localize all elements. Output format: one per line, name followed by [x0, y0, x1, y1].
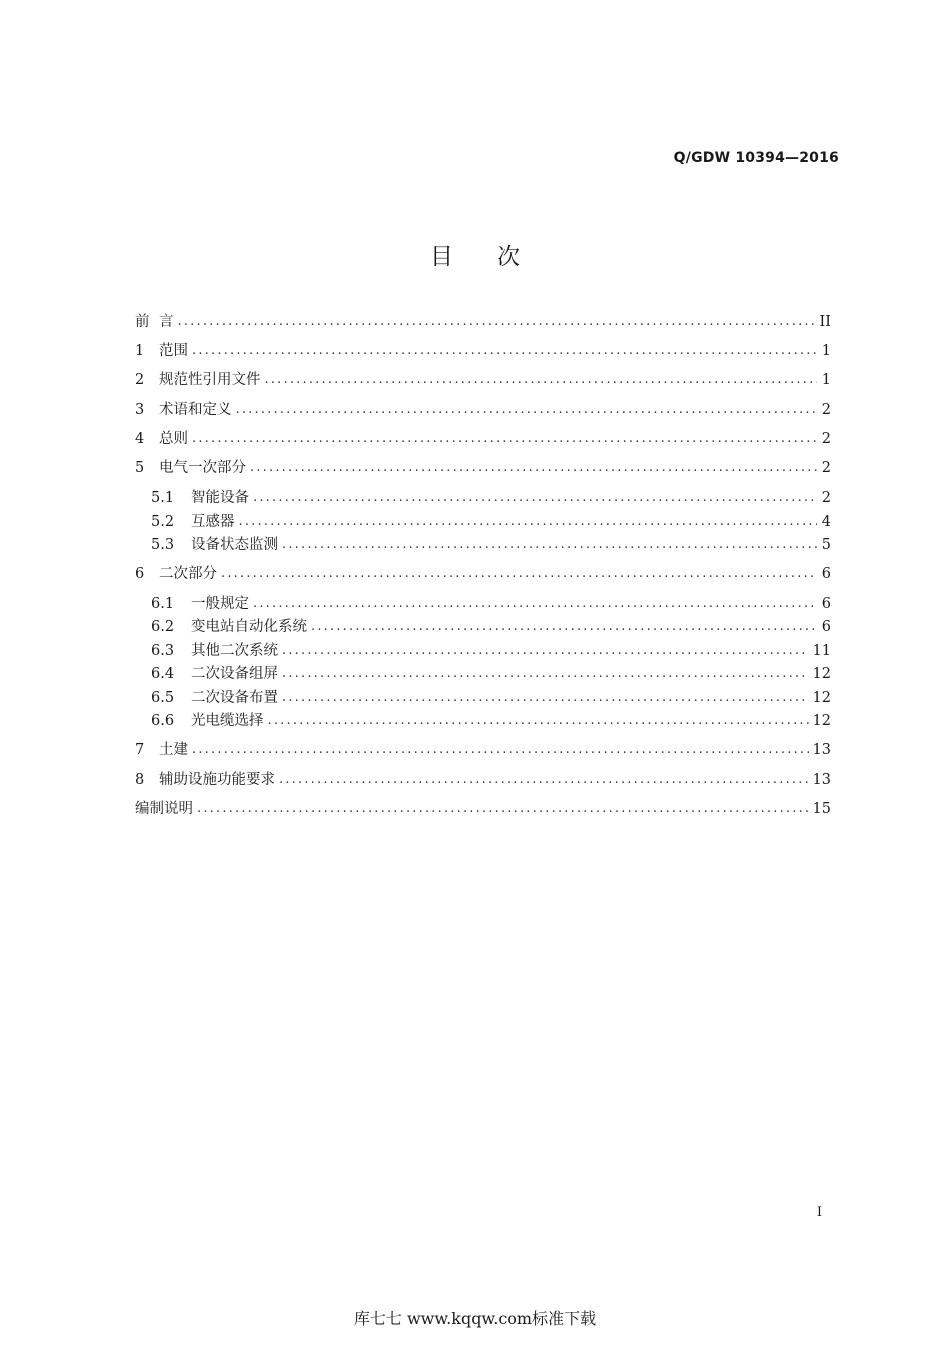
- dot-leader: [192, 738, 809, 762]
- toc-entry-label: 电气一次部分: [159, 460, 246, 476]
- toc-entry-number: 6.4: [151, 666, 175, 682]
- toc-entry-page: 6: [821, 596, 831, 612]
- toc-entry-6-2[interactable]: [151, 615, 831, 639]
- dot-leader: [239, 510, 818, 534]
- toc-entry-1[interactable]: [135, 339, 831, 363]
- toc-entry-label: 术语和定义: [159, 402, 232, 418]
- toc-entry-label: 一般规定: [191, 596, 249, 612]
- toc-entry-5[interactable]: [135, 456, 831, 480]
- toc-entry-page: 11: [812, 643, 831, 659]
- toc-entry-label: 土建: [159, 742, 188, 758]
- dot-leader: [178, 310, 816, 334]
- toc-entry-label: 其他二次系统: [191, 643, 278, 659]
- dot-leader: [265, 368, 818, 392]
- dot-leader: [282, 662, 809, 686]
- toc-entry-6-1[interactable]: [151, 592, 831, 616]
- dot-leader: [253, 486, 817, 510]
- toc-entry-number: 6.6: [151, 713, 175, 729]
- page-number: I: [816, 1205, 822, 1220]
- toc-entry-8[interactable]: [135, 768, 831, 792]
- toc-entry-label: 光电缆选择: [191, 713, 264, 729]
- toc-entry-page: 13: [812, 772, 831, 788]
- toc-entry-page: 12: [812, 713, 831, 729]
- dot-leader: [221, 562, 817, 586]
- toc-entry-label: 言: [159, 314, 174, 330]
- dot-leader: [236, 398, 818, 422]
- toc-entry-label: 二次设备布置: [191, 690, 278, 706]
- toc-entry-number: 6: [135, 566, 145, 582]
- toc-entry-number: 1: [135, 343, 145, 359]
- toc-entry-page: 4: [821, 514, 831, 530]
- toc-entry-number: 6.1: [151, 596, 175, 612]
- dot-leader: [250, 456, 817, 480]
- toc-entry-6-4[interactable]: [151, 662, 831, 686]
- toc-entry-number: 前: [135, 314, 150, 330]
- dot-leader: [192, 339, 817, 363]
- toc-entry-4[interactable]: [135, 427, 831, 451]
- dot-leader: [282, 639, 809, 663]
- toc-entry-label: 变电站自动化系统: [191, 619, 307, 635]
- toc-entry-page: 1: [821, 343, 831, 359]
- toc-entry-page: 12: [812, 690, 831, 706]
- toc-entry-label: 辅助设施功能要求: [159, 772, 275, 788]
- toc-entry-2[interactable]: [135, 368, 831, 392]
- dot-leader: [279, 768, 809, 792]
- toc-entry-3[interactable]: [135, 398, 831, 422]
- toc-entry-page: 12: [812, 666, 831, 682]
- toc-entry-page: 15: [812, 801, 831, 817]
- footer-watermark: 库七七 www.kqqw.com标准下载: [353, 1309, 597, 1328]
- toc-entry-number: 3: [135, 402, 145, 418]
- toc-entry-6-3[interactable]: [151, 639, 831, 663]
- toc-entry-label: 二次部分: [159, 566, 217, 582]
- toc-entry-number: 2: [135, 372, 145, 388]
- document-code: Q/GDW 10394—2016: [673, 150, 839, 166]
- dot-leader: [311, 615, 817, 639]
- toc-entry-6-6[interactable]: [151, 709, 831, 733]
- toc-entry-page: 2: [821, 460, 831, 476]
- toc-entry-page: 13: [812, 742, 831, 758]
- toc-entry-number: 6.5: [151, 690, 175, 706]
- toc-entry-page: II: [819, 314, 831, 330]
- toc-entry-number: 7: [135, 742, 145, 758]
- dot-leader: [192, 427, 817, 451]
- toc-entry-number: 5.1: [151, 490, 175, 506]
- toc-entry-number: 6.3: [151, 643, 175, 659]
- toc-entry-label: 设备状态监测: [191, 537, 278, 553]
- toc-entry-number: 4: [135, 431, 145, 447]
- toc-entry-page: 1: [821, 372, 831, 388]
- toc-entry-page: 2: [821, 431, 831, 447]
- toc-entry-page: 2: [821, 490, 831, 506]
- toc-entry-5-3[interactable]: [151, 533, 831, 557]
- toc-entry-label: 智能设备: [191, 490, 249, 506]
- toc-entry-label: 互感器: [191, 514, 235, 530]
- dot-leader: [282, 533, 817, 557]
- toc-entry-label: 范围: [159, 343, 188, 359]
- toc-entry-5-2[interactable]: [151, 510, 831, 534]
- toc-entry-label: 二次设备组屏: [191, 666, 278, 682]
- toc-entry-page: 5: [821, 537, 831, 553]
- toc-entry-preface[interactable]: [135, 310, 831, 334]
- toc-entry-6[interactable]: [135, 562, 831, 586]
- toc-entry-number: 5.2: [151, 514, 175, 530]
- dot-leader: [197, 797, 809, 821]
- dot-leader: [268, 709, 809, 733]
- toc-entry-5-1[interactable]: [151, 486, 831, 510]
- toc-title: 目次: [430, 244, 564, 270]
- toc-entry-number: 8: [135, 772, 145, 788]
- toc-entry-label: 编制说明: [135, 801, 193, 817]
- toc-entry-page: 6: [821, 619, 831, 635]
- toc-entry-number: 5: [135, 460, 145, 476]
- toc-entry-6-5[interactable]: [151, 686, 831, 710]
- toc-entry-number: 6.2: [151, 619, 175, 635]
- toc-entry-label: 规范性引用文件: [159, 372, 261, 388]
- dot-leader: [253, 592, 817, 616]
- toc-entry-page: 6: [821, 566, 831, 582]
- toc-entry-compilation-notes[interactable]: [135, 797, 831, 821]
- toc-entry-page: 2: [821, 402, 831, 418]
- toc-entry-number: 5.3: [151, 537, 175, 553]
- toc-entry-7[interactable]: [135, 738, 831, 762]
- dot-leader: [282, 686, 809, 710]
- toc-entry-label: 总则: [159, 431, 188, 447]
